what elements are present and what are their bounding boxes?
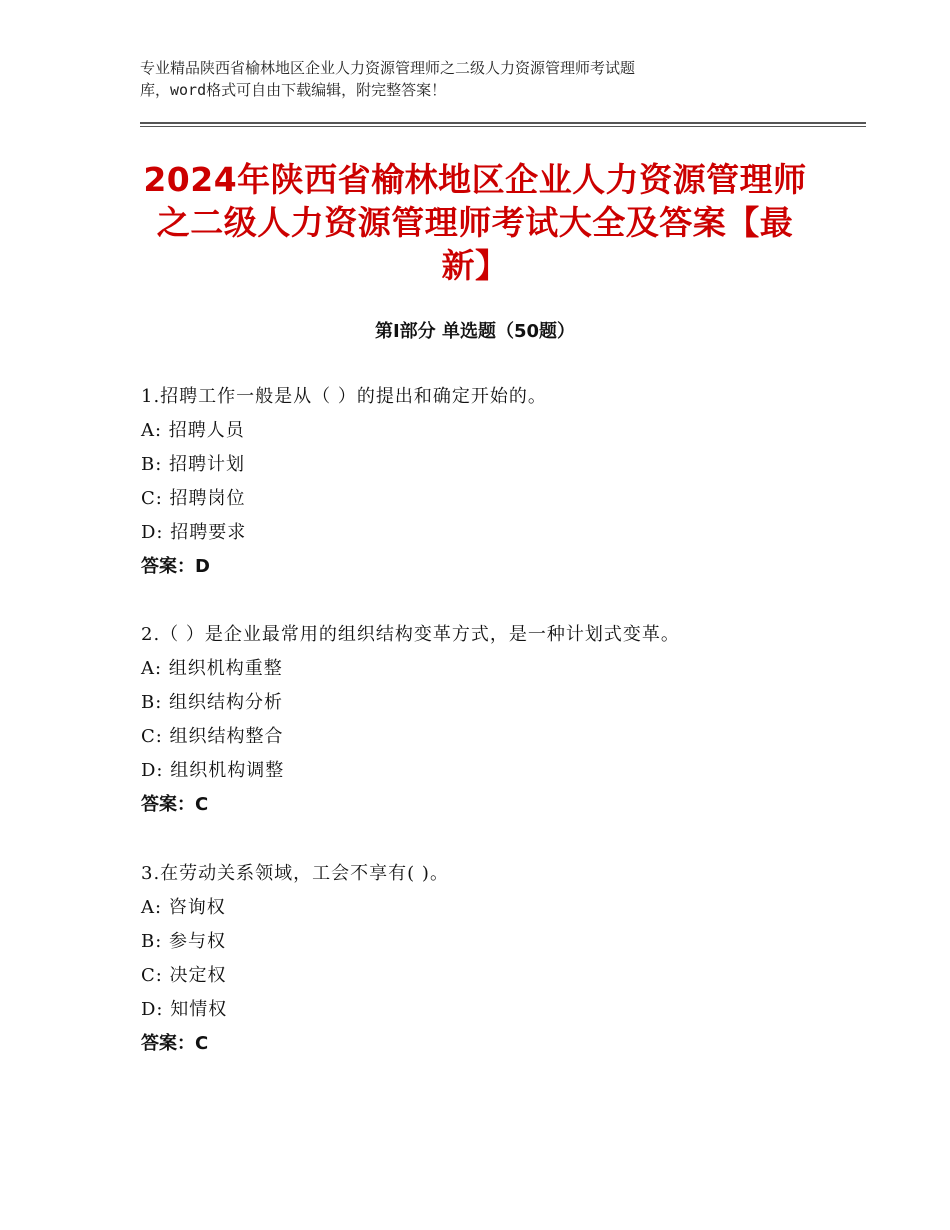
section-heading: 第Ⅰ部分 单选题（50题） — [374, 321, 575, 342]
option-d: D: 招聘要求 — [141, 522, 247, 543]
option-c: C: 招聘岗位 — [141, 488, 246, 509]
option-b: B: 组织结构分析 — [141, 692, 284, 713]
option-b: B: 招聘计划 — [141, 454, 246, 475]
question-1 — [141, 380, 841, 584]
header-note — [140, 57, 780, 101]
header-note-line-2: 库，word格式可自由下载编辑，附完整答案！ — [140, 81, 447, 99]
option-a: A: 招聘人员 — [141, 420, 245, 441]
option-d: D: 组织机构调整 — [141, 760, 285, 781]
answer-label: 答案：C — [141, 794, 209, 815]
answer-label: 答案：C — [141, 1033, 209, 1054]
option-a: A: 组织机构重整 — [141, 658, 283, 679]
header-divider-thick — [140, 122, 866, 124]
option-a: A: 咨询权 — [141, 897, 226, 918]
question-3 — [141, 857, 841, 1061]
title-line-1: 2024年陕西省榆林地区企业人力资源管理师 — [143, 160, 807, 199]
title-line-3: 新】 — [441, 246, 509, 285]
question-stem: 2.（ ）是企业最常用的组织结构变革方式，是一种计划式变革。 — [141, 624, 680, 645]
header-divider-thin — [140, 126, 866, 127]
option-c: C: 组织结构整合 — [141, 726, 284, 747]
answer-label: 答案：D — [141, 556, 210, 577]
title-line-2: 之二级人力资源管理师考试大全及答案【最 — [156, 203, 794, 242]
question-2 — [141, 618, 841, 822]
question-stem: 1.招聘工作一般是从（ ）的提出和确定开始的。 — [141, 386, 547, 407]
option-b: B: 参与权 — [141, 931, 227, 952]
document-title — [110, 158, 840, 287]
header-note-line-1: 专业精品陕西省榆林地区企业人力资源管理师之二级人力资源管理师考试题 — [140, 59, 636, 77]
option-c: C: 决定权 — [141, 965, 227, 986]
option-d: D: 知情权 — [141, 999, 228, 1020]
question-stem: 3.在劳动关系领域，工会不享有( )。 — [141, 863, 449, 884]
